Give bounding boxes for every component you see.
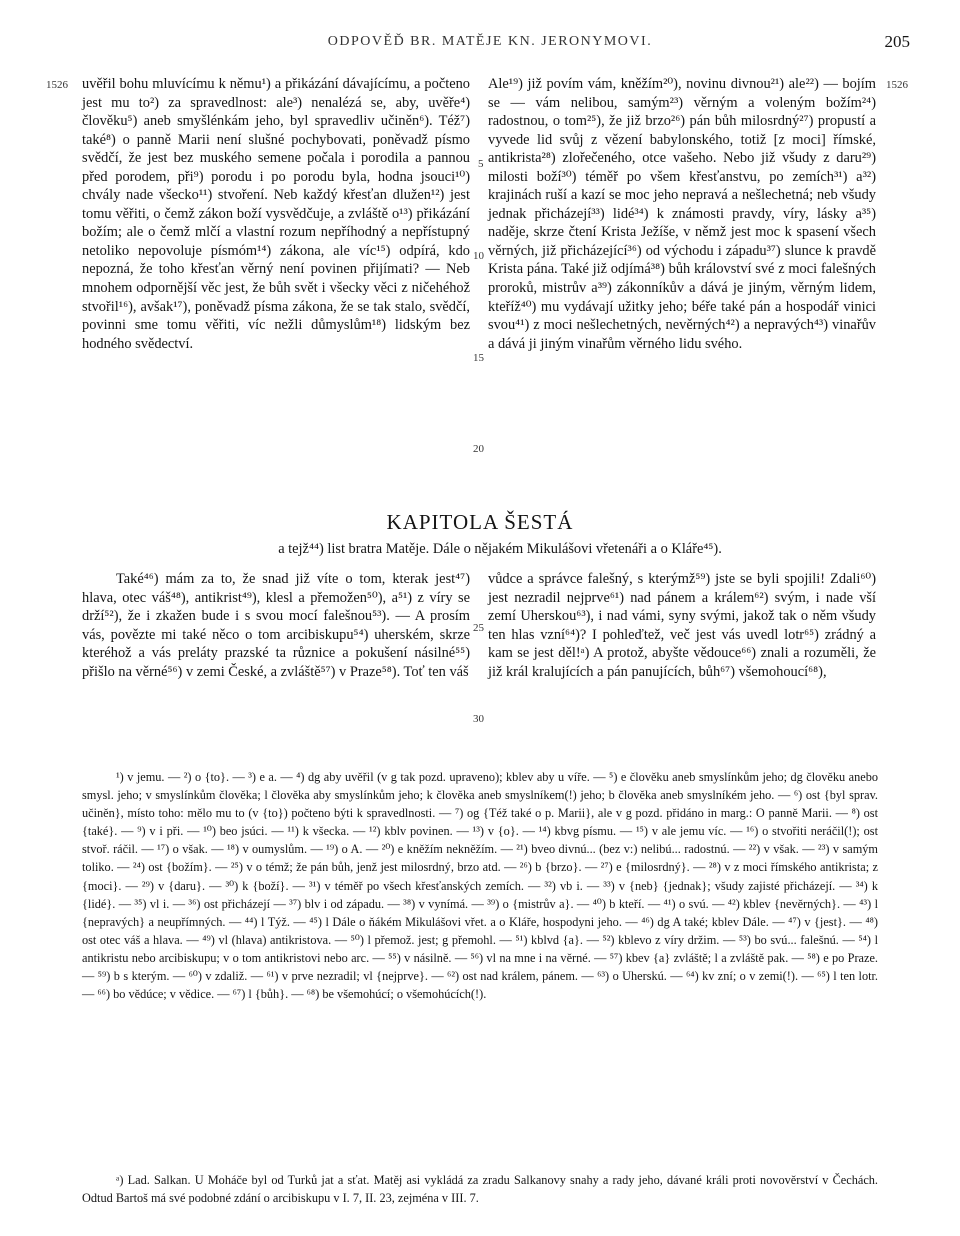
margin-line-number: 25 [473, 622, 484, 634]
chapter-subtitle: a tejž⁴⁴) list bratra Matěje. Dále o nějakém Mikulášovi vřetenáři a o Kláře⁴⁵). [278, 541, 722, 557]
chapter5-left-column [82, 75, 470, 353]
margin-line-number: 10 [473, 250, 484, 262]
margin-line-number: 5 [478, 158, 484, 170]
chapter-title: KAPITOLA ŠESTÁ [386, 510, 574, 534]
margin-year-left: 1526 [46, 79, 68, 91]
margin-line-number: 20 [473, 443, 484, 455]
body-paragraph: Také⁴⁶) mám za to, že snad již víte o tom, kterak jest⁴⁷) hlava, otec váš⁴⁸), antikrist⁴⁹), klesl a přemožen⁵⁰), a⁵¹) z víry se drží⁵²), že i zkažen bude i s svou mocí falešnou⁵³). — A prosím vás, povězte mi také něco o tom arcibiskupu⁵⁴) uherském, skrze kteréhož a vás preláty prazské ta různice a pokušení násilné⁵⁵) přišlo na věrné⁵⁶) v zemi České, a zvláště⁵⁷) v Praze⁵⁸). Toť ten váš [82, 571, 470, 680]
chapter6-right-column [488, 570, 876, 681]
chapter5-right-column [488, 75, 876, 353]
footnote-text: ¹) v jemu. — ²) o {to}. — ³) e a. — ⁴) dg aby uvěřil (v g tak pozd. upraveno); kblev aby u víře. — ⁵) e člověku aneb smyslínkům jeho; dg člověku anebo smysl. jeho; v smyslínkům člověka; l člověka aby smyslínkům jeho; k člověka aneb smyslníkem(!) jeho; b člověka aneb smyslníkém jeho. — ⁶) ost {byl sprav. učiněn}, místo toho: mělo mu to (v {to}) počteno býti k spravedlnosti. — ⁷) og {Též také o p. Marii}, ale v g pozd. přidáno in marg.: O panně Marii. — ⁸) ost {také}. — ⁹) v i při. — ¹⁰) beo jsúci. — ¹¹) k všecka. — ¹²) kblv povinen. — ¹³) v {o}. — ¹⁴) kbvg písmu. — ¹⁵) v ale jemu víc. — ¹⁶) o stvořiti neráčil(!); ost stvoř. ráčil. — ¹⁷) o však. — ¹⁸) v oumyslům. — ¹⁹) o A. — ²⁰) e kněžím nekněžím. — ²¹) bveo divnú... (bez v:) nelibú... radostnú. — ²²) v však. — ²³) v samým toliko. — ²⁴) ost {božím}. — ²⁵) v o témž; že pán bůh, jenž jest milosrdný, brzo atd. — ²⁶) b {brzo}. — ²⁷) e {milosrdný}. — ²⁸) v z moci římského antikrista; z {moci}. — ²⁹) v {daru}. — ³⁰) k {boží}. — ³¹) v téměř po všech křesťanských zemích. — ³²) vb i. — ³³) v {neb} {jednak}; všudy zajisté přicházejí. — ³⁴) k {lidé}. — ³⁵) vl i. — ³⁶) ost přicházejí — ³⁷) blv i od západu. — ³⁸) v vynímá. — ³⁹) o {mistrův a}. — ⁴⁰) b kteří. — ⁴¹) o svú. — ⁴²) kblev {nevěrných}. — ⁴³) l {nepravých} a neupřímných. — ⁴⁴) l Týž. — ⁴⁵) l Dále o ňákém Mikulášovi vřet. a o Kláře, hospodyni jeho. — ⁴⁶) dg A také; kblev Dále. — ⁴⁷) v {jest}. — ⁴⁸) ost otec váš a hlava. — ⁴⁹) vl (hlava) antikristova. — ⁵⁰) l přemož. jest; g přemohl. — ⁵¹) kblvd {a}. — ⁵²) kblevo z víry držim. — ⁵³) bo svú... falešnú. — ⁵⁴) l antikristu nebo arcibiskupu; v o tom antikristovi nebo arc. — ⁵⁵) v násilně. — ⁵⁶) vl na mne i na věrné. — ⁵⁷) kbev {a} zvláště; l a zvláště pak. — ⁵⁸) e po Praze. — ⁵⁹) b s kterým. — ⁶⁰) v zdaliž. — ⁶¹) v prve nezradil; vl {nejprve}. — ⁶²) ost nad králem, pánem. — ⁶³) o Uherskú. — ⁶⁴) kv zní; o v zemi(!). — ⁶⁵) l ten lotr. — ⁶⁶) bo vědúce; v vědice. — ⁶⁷) l {bůh}. — ⁶⁸) be všemohúcí; o všemohúcích(!). [82, 770, 878, 1002]
margin-year-right: 1526 [886, 79, 908, 91]
body-paragraph: uvěřil bohu mluvícímu k němu¹) a přikázání dávajícímu, a počteno jest mu to²) za spravedlnost: ale³) nenalézá se, aby, uvěře⁴) člověku⁵) aneb smyšlénkám jeho, byl spravedliv učiněn⁶). Též⁷) také⁸) o panně Marii není slušné pochybovati, poněvadž písmo svědčí, že jest bez muského semene počala i porodila a pannou před porodem, při⁹) porodu i po porodu byla, hodna jsouci¹⁰) chvály nade všecko¹¹) stvoření. Neb každý křesťan dlužen¹²) jest tomu věřiti, o čemž zákon boží vysvědčuje, a zvláště o¹³) přikázání božím; ale o čemž mlčí a vlastní rozum nepříhodný a nepřístupný netoliko nepovoluje písmóm¹⁴) zákona, ale víc¹⁵) odpírá, kdo nepozná, že toho křesťan věrný není povinen přijímati? — Neb mnohem odpornější věc jest, že bůh svět i všecky věci z ničehéhož stvořil¹⁶), avšak¹⁷), poněvadž písma zákona, že se tak stalo, svědčí, povinni sme tomu věřiti, víc nežli důmyslům¹⁸) lidským bez hodného svědectví. [82, 76, 470, 352]
body-paragraph: vůdce a správce falešný, s kterýmž⁵⁹) jste se byli spojili! Zdali⁶⁰) jest nezradil nejprve⁶¹) nad pánem a králem⁶²) svým, i nade vší zemí Uherskou⁶³), i nad vámi, syny svými, jakož tak o něm všudy ten hlas vzní⁶⁴)? I pohleďtež, več jest vás uvedl lotr⁶⁵) zrádný a kam se jest děl!ᵃ) A protož, abyšte vědouce⁶⁶) znali a rozuměli, že již král kralujících a pán panujících, bůh⁶⁷) všemohoucí⁶⁸), [488, 571, 876, 680]
body-paragraph: Ale¹⁹) již povím vám, kněžím²⁰), novinu divnou²¹) ale²²) — bojím se — vám nelibou, samým²³) věrným a voleným božím²⁴) radostnou, o tom²⁵), že již brzo²⁶) pán bůh milosrdný²⁷) propustí a vyvede lid svůj z vězení babylonského, totiž [z moci] římské, antikrista²⁸) zlořečeného, otce vašeho. Nebo již všudy z daru²⁹) milosti boží³⁰) téměř po všem křesťanstvu, po zemích³¹) a³²) krajinách ruší a kazí se moc jeho nepravá a nešlechetná; neb všudy jednak přicházejí³³) lidé³⁴) k známosti pravdy, víry, lásky a³⁵) naděje, skrze čtení Krista Ježíše, v němž jest moc k spasení všech věrných, již přicházející³⁶) od východu i západu³⁷) slunce k pravdě Krista pána. Také již odjímá³⁸) bůh království své z moci falešných proroků, mistrův a³⁹) zákonníkův a dává je jiným, věrným lidem, kteříž⁴⁰) mu vydávají užitky jeho; béře také pán a hospodář vinici svou⁴¹) z moci nešlechetných, nevěrných⁴²) a nepravých⁴³) vinařův a dává ji jiným vinařům věrného lidu svého. [488, 76, 876, 352]
running-title: ODPOVĚĎ BR. MATĚJE KN. JERONYMOVI. [327, 34, 653, 49]
margin-line-number: 30 [473, 713, 484, 725]
footnote-a: ᵃ) Lad. Salkan. U Moháče byl od Turků jat a sťat. Matěj asi vykládá za zradu Salkanovy snahy a rady jeho, dávané králi proti novověrství v Čechách. Odtud Bartoš má své podobné zdání o arcibiskupu v I. 7, II. 23, zejména v III. 7. [82, 1173, 878, 1205]
chapter6-left-column [82, 570, 470, 681]
page-header [70, 34, 910, 58]
margin-line-number: 15 [473, 352, 484, 364]
footnotes-apparatus [82, 768, 878, 1003]
page-number: 205 [884, 32, 910, 51]
